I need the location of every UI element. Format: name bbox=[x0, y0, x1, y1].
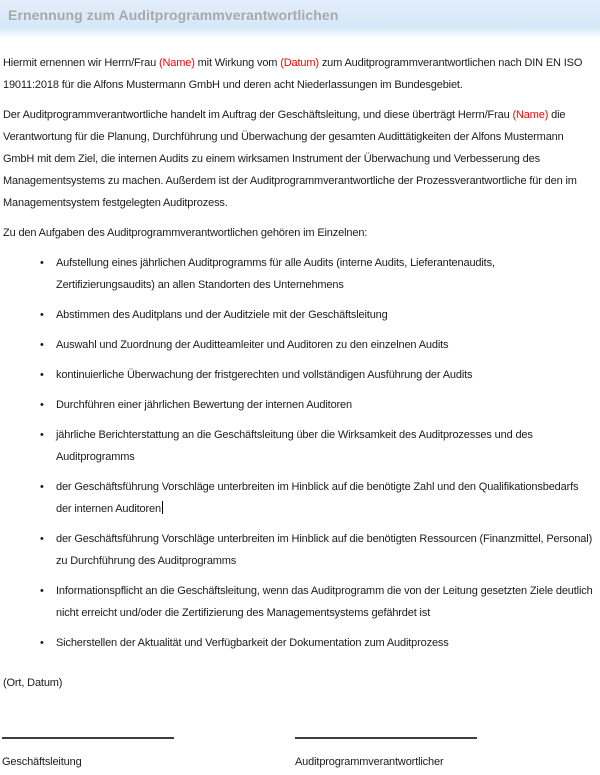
task-item-text: Abstimmen des Auditplans und der Auditziele mit der Geschäftsleitung bbox=[56, 309, 388, 321]
document-body[interactable] bbox=[3, 38, 595, 702]
paragraph[interactable] bbox=[3, 52, 595, 96]
task-item-text: jährliche Berichterstattung an die Geschäftsleitung über die Wirksamkeit des Auditprozesses und des Auditprogramms bbox=[56, 429, 533, 463]
task-item-text: Durchführen einer jährlichen Bewertung der internen Auditoren bbox=[56, 399, 352, 411]
paragraph[interactable] bbox=[3, 222, 595, 244]
task-item[interactable] bbox=[40, 528, 595, 572]
task-item[interactable] bbox=[40, 394, 595, 416]
task-item-text: Informationspflicht an die Geschäftsleitung, wenn das Auditprogramm die von der Leitung gesetzten Ziele deutlich nicht erreicht und/oder die Zertifizierung des Managementsystems gefährdet ist bbox=[56, 585, 593, 619]
signature-column bbox=[2, 737, 174, 773]
placeholder-text: (Datum) bbox=[280, 57, 319, 69]
body-text: die Verantwortung für die Planung, Durchführung und Überwachung der gesamten Audittätigkeiten der Alfons Mustermann GmbH mit dem Ziel, die internen Audits zu einem wirksamen Instrument der Überwachung und Verbesserung des Managementsystems zu machen. Außerdem ist der Auditprogrammverantwortliche der Prozessverantwortliche für den im Managementsystem festgelegten Auditprozess. bbox=[3, 109, 577, 209]
body-text: Zu den Aufgaben des Auditprogrammverantwortlichen gehören im Einzelnen: bbox=[3, 227, 368, 239]
paragraph[interactable] bbox=[3, 104, 595, 214]
task-item[interactable] bbox=[40, 334, 595, 356]
signature-line bbox=[2, 737, 174, 739]
task-item[interactable] bbox=[40, 632, 595, 654]
task-item-text: kontinuierliche Überwachung der fristgerechten und vollständigen Ausführung der Audits bbox=[56, 369, 473, 381]
signature-line bbox=[295, 737, 477, 739]
signature-column bbox=[295, 737, 477, 773]
body-text: zum Auditprogrammverantwortlichen nach DIN EN ISO 19011:2018 für die Alfons Mustermann GmbH und deren acht Niederlassungen im Bundesgebiet. bbox=[3, 57, 583, 91]
task-item-text: der Geschäftsführung Vorschläge unterbreiten im Hinblick auf die benötigte Zahl und den Qualifikationsbedarfs der internen Auditoren bbox=[56, 481, 579, 515]
ort-datum-line[interactable]: (Ort, Datum) bbox=[3, 677, 63, 689]
document-title-bar bbox=[0, 0, 600, 38]
task-item[interactable] bbox=[40, 252, 595, 296]
signature-label: Auditprogrammverantwortlicher bbox=[295, 756, 444, 768]
paragraphs bbox=[3, 52, 595, 244]
task-item[interactable] bbox=[40, 364, 595, 386]
task-item-text: Aufstellung eines jährlichen Auditprogramms für alle Audits (interne Audits, Lieferantenaudits, Zertifizierungsaudits) an allen Standorten des Unternehmens bbox=[56, 257, 495, 291]
task-item-text: Auswahl und Zuordnung der Auditteamleiter und Auditoren zu den einzelnen Audits bbox=[56, 339, 449, 351]
signature-label: Geschäftsleitung bbox=[2, 756, 82, 768]
task-list bbox=[3, 252, 595, 654]
placeholder-text: (Name) bbox=[158, 57, 195, 69]
placeholder-text: (Name) bbox=[512, 109, 549, 121]
task-item-text: der Geschäftsführung Vorschläge unterbreiten im Hinblick auf die benötigten Ressourcen (Finanzmittel, Personal) zu Durchführung des Auditprogramms bbox=[56, 533, 593, 567]
task-item[interactable] bbox=[40, 304, 595, 326]
body-text: Hiermit ernennen wir Herrn/Frau bbox=[3, 57, 159, 69]
text-cursor bbox=[162, 501, 163, 514]
task-item[interactable] bbox=[40, 424, 595, 468]
task-item[interactable] bbox=[40, 476, 595, 520]
body-text: Der Auditprogrammverantwortliche handelt im Auftrag der Geschäftsleitung, und diese überträgt Herrn/Frau bbox=[3, 109, 513, 121]
task-item-text: Sicherstellen der Aktualität und Verfügbarkeit der Dokumentation zum Auditprozess bbox=[56, 637, 449, 649]
task-item[interactable] bbox=[40, 580, 595, 624]
page-title: Ernennung zum Auditprogrammverantwortlichen bbox=[8, 7, 339, 23]
body-text: mit Wirkung vom bbox=[194, 57, 281, 69]
signature-block bbox=[2, 737, 600, 773]
